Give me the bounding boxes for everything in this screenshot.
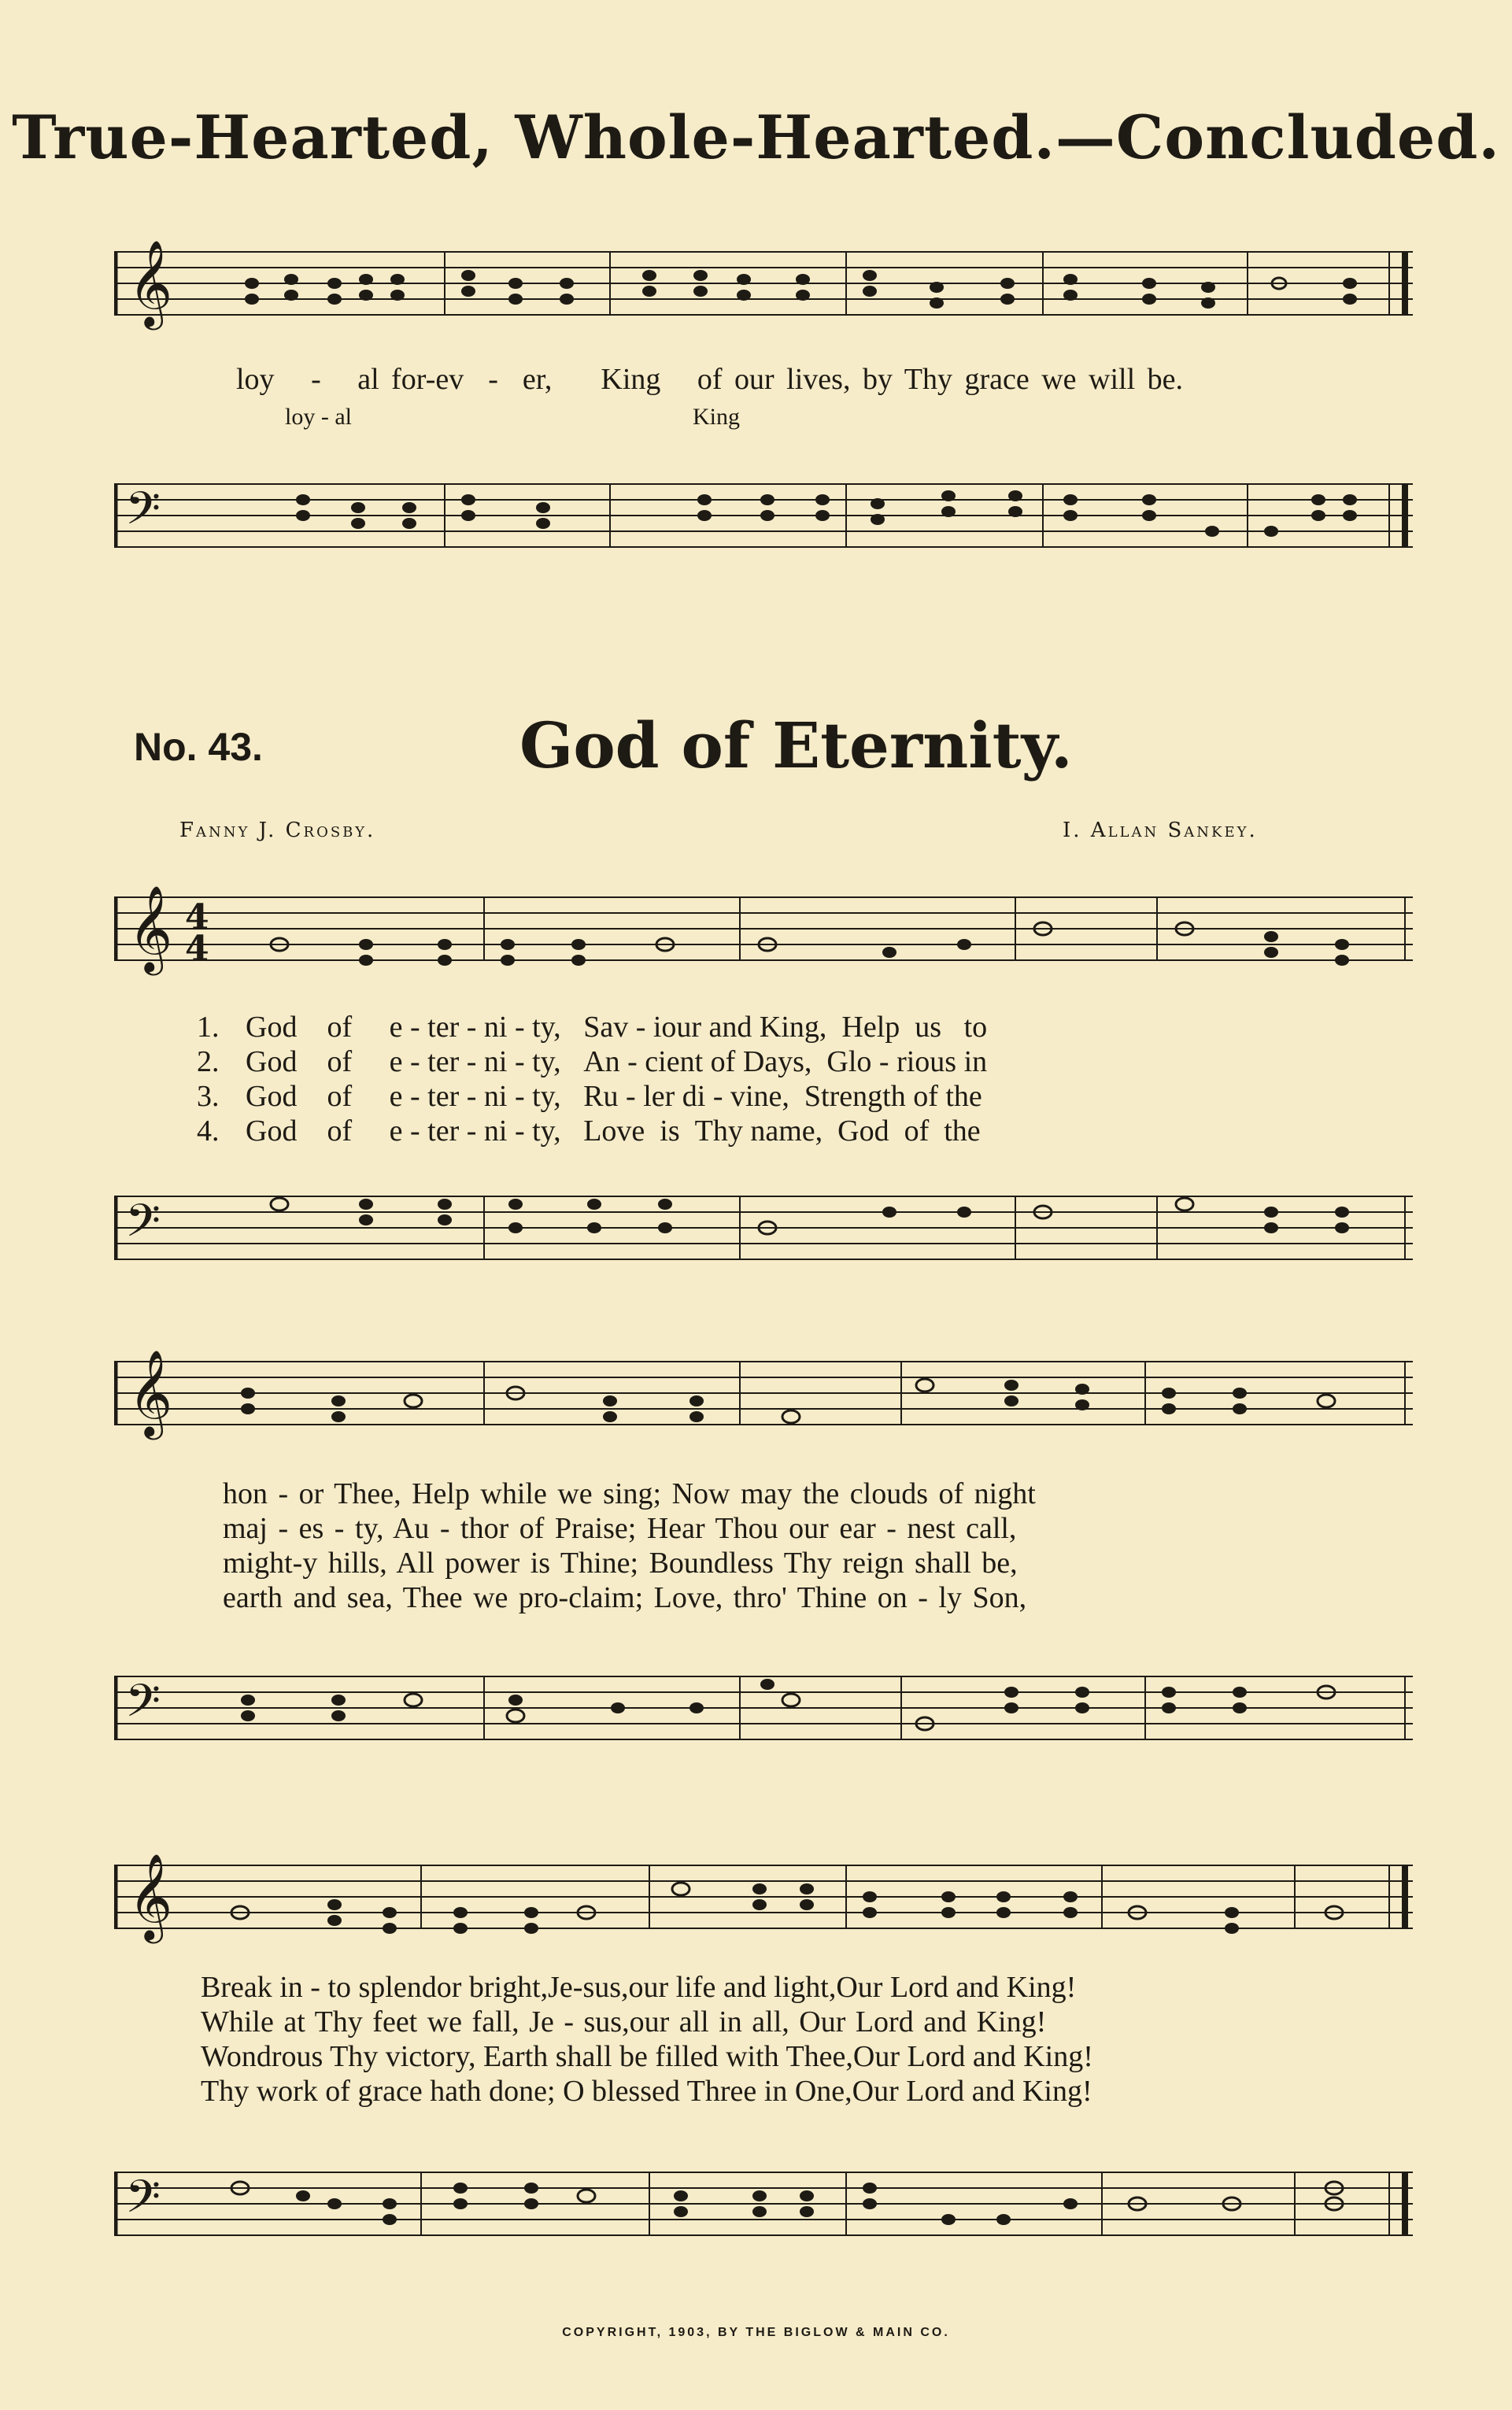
svg-text:𝄢: 𝄢 [125,1674,161,1739]
composer-credit: I. Allan Sankey. [1063,819,1258,842]
verse-lyric-line: earth and sea, Thee we pro-claim; Love, thro' Thine on - ly Son, [223,1581,1027,1614]
verse-number: 3. [197,1080,220,1113]
top-lyric-syllable: - [311,363,321,396]
system2-bass-staff [114,1637,1413,1771]
verse-lyric-line: While at Thy feet we fall, Je - sus,our all in all, Our Lord and King! [201,2005,1047,2039]
top-treble-staff [114,236,1413,346]
verse-lyric-line: hon - or Thee, Help while we sing; Now may the clouds of night [223,1477,1036,1510]
top-lyric-syllable: - [488,363,498,396]
top-lyric-line [236,362,1183,397]
author-credit: Fanny J. Crosby. [179,819,376,842]
time-signature-top: 4 [185,897,209,937]
svg-text:𝄢: 𝄢 [125,2170,161,2234]
verse-number: 4. [197,1114,220,1148]
top-lyric-syllable: King [601,363,661,396]
verse-lyric-line: Break in - to splendor bright,Je-sus,our life and light,Our Lord and King! [201,1971,1077,2004]
top-lyric-syllable: er, [522,363,553,396]
top-echo-lyric: loy - al [285,404,352,430]
copyright-notice: COPYRIGHT, 1903, BY THE BIGLOW & MAIN CO. [562,2326,950,2339]
top-bass-staff [114,453,1413,586]
verse-lyric-line: Wondrous Thy victory, Earth shall be filled with Thee,Our Lord and King! [201,2040,1093,2073]
verse-lyric-line: God of e - ter - ni - ty, Love is Thy name, God of the [246,1114,981,1148]
system2-treble-staff [114,1338,1413,1456]
verse-lyric-line: God of e - ter - ni - ty, Ru - ler di - vine, Strength of the [246,1080,982,1113]
top-lyric-syllable: loy [236,363,275,396]
verse-lyric-line: God of e - ter - ni - ty, An - cient of Days, Glo - rious in [246,1045,988,1078]
svg-text:𝄞: 𝄞 [128,885,173,972]
system1-bass-staff [114,1173,1413,1299]
verse-lyric-line: maj - es - ty, Au - thor of Praise; Hear Thou our ear - nest call, [223,1512,1017,1545]
system3-treble-staff [114,1826,1413,1952]
top-lyric-syllable: al for-ev [357,363,464,396]
svg-text:𝄞: 𝄞 [128,1854,173,1940]
hymn-title: God of Eternity. [519,708,1073,782]
top-lyric-syllable: of our lives, by Thy grace we will be. [697,363,1184,396]
svg-text:𝄢: 𝄢 [125,482,161,546]
page-title: True-Hearted, Whole-Hearted.—Concluded. [12,102,1500,172]
top-echo-lyric: King [693,404,740,430]
time-signature-bottom: 4 [185,929,209,969]
verse-number: 2. [197,1045,220,1078]
hymn-number: No. 43. [134,725,263,769]
system3-bass-staff [114,2141,1413,2267]
svg-text:𝄞: 𝄞 [128,240,173,327]
svg-text:𝄢: 𝄢 [125,1194,161,1259]
verse-lyric-line: might-y hills, All power is Thine; Boundless Thy reign shall be, [223,1547,1018,1580]
verse-number: 1. [197,1011,220,1044]
system1-treble-staff [114,874,1413,992]
svg-text:𝄞: 𝄞 [128,1350,173,1436]
verse-lyric-line: Thy work of grace hath done; O blessed Three in One,Our Lord and King! [201,2075,1092,2108]
verse-lyric-line: God of e - ter - ni - ty, Sav - iour and King, Help us to [246,1011,988,1044]
